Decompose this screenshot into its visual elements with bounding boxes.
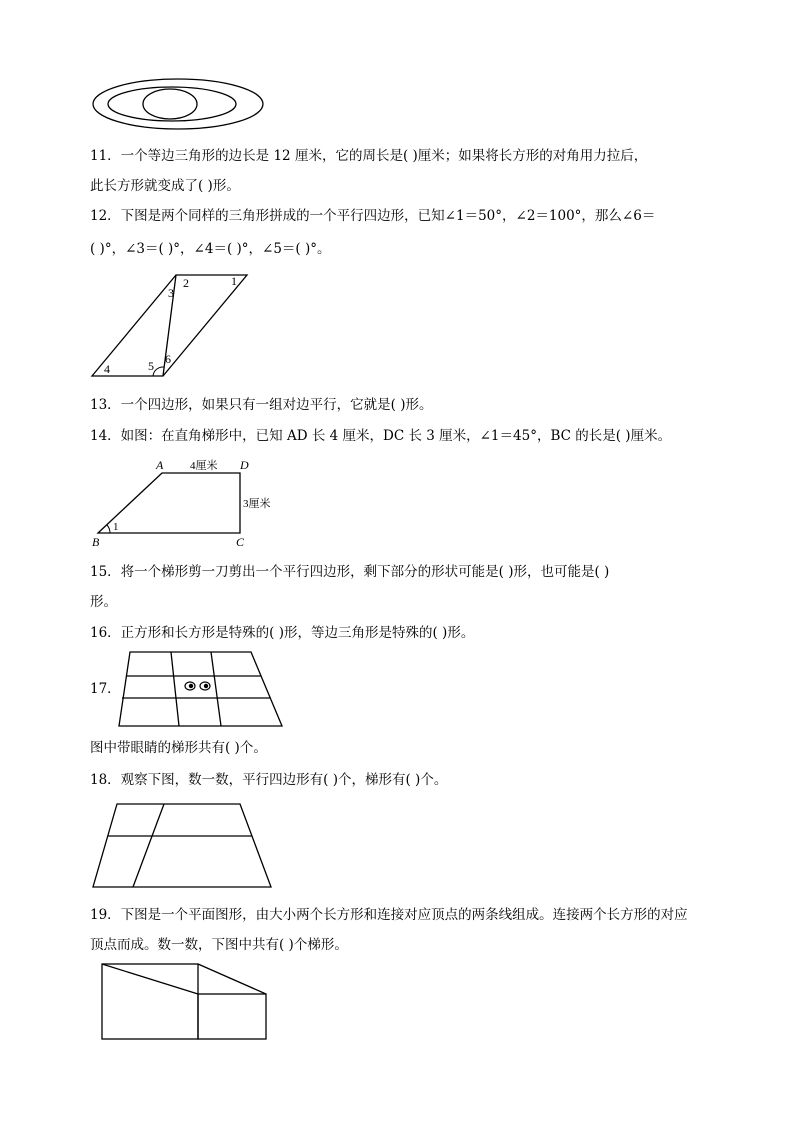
small-rectangle <box>198 994 266 1039</box>
q11-line2: 此长方形就变成了( )形。 <box>90 178 240 194</box>
q19-line2: 顶点而成。数一数，下图中共有( )个梯形。 <box>90 937 348 953</box>
angle-label-1-trap: 1 <box>113 521 119 533</box>
connect-top <box>102 964 198 994</box>
q11-line1: 11．一个等边三角形的边长是 12 厘米，它的周长是( )厘米；如果将长方形的对角用力拉后， <box>90 148 648 164</box>
angle-label-3: 3 <box>168 286 174 300</box>
vertex-label-a: A <box>156 458 164 472</box>
angle-label-1: 1 <box>231 274 237 288</box>
q14-line1: 14．如图：在直角梯形中，已知 AD 长 4 厘米，DC 长 3 厘米，∠1＝45°，BC 的长是( )厘米。 <box>90 428 672 444</box>
large-rectangle <box>102 964 198 1039</box>
q17-line1: 图中带眼睛的梯形共有( )个。 <box>90 740 267 756</box>
connect-right <box>198 964 266 994</box>
angle-label-6: 6 <box>165 352 171 366</box>
q18-line1: 18．观察下图，数一数，平行四边形有( )个，梯形有( )个。 <box>90 772 448 788</box>
angle-label-2: 2 <box>183 276 189 290</box>
vertex-label-c: C <box>236 535 245 549</box>
vertex-label-b: B <box>92 535 100 549</box>
q15-line1: 15．将一个梯形剪一刀剪出一个平行四边形，剩下部分的形状可能是( )形，也可能是( ) <box>90 564 610 580</box>
q13-line1: 13．一个四边形，如果只有一组对边平行，它就是( )形。 <box>90 397 433 413</box>
q16-line1: 16．正方形和长方形是特殊的( )形，等边三角形是特殊的( )形。 <box>90 625 475 641</box>
angle-label-4: 4 <box>104 362 110 376</box>
vertex-label-d: D <box>240 458 249 472</box>
q19-line1: 19．下图是一个平面图形，由大小两个长方形和连接对应顶点的两条线组成。连接两个长方形的对应 <box>90 907 688 923</box>
q17-label: 17． <box>90 681 121 697</box>
q12-line1: 12．下图是两个同样的三角形拼成的一个平行四边形，已知∠1＝50°，∠2＝100°，那么∠6＝ <box>90 208 656 224</box>
q15-line2: 形。 <box>90 594 117 610</box>
right-length-label: 3厘米 <box>243 498 271 510</box>
top-length-label: 4厘米 <box>190 460 218 472</box>
angle-label-5: 5 <box>148 359 154 373</box>
q12-line2: ( )°，∠3＝( )°，∠4＝( )°，∠5＝( )°。 <box>90 241 331 257</box>
